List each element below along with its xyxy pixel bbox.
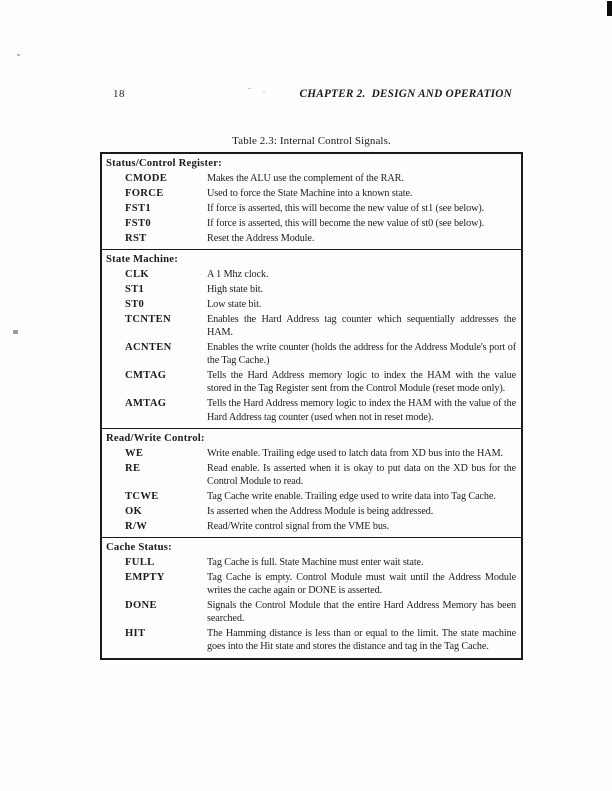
signal-description: Write enable. Trailing edge used to latch data from XD bus into the HAM.: [207, 447, 503, 459]
signal-name: CLK: [125, 268, 149, 280]
signal-description: Is asserted when the Address Module is being addressed.: [207, 505, 434, 517]
signal-description: Makes the ALU use the complement of the RAR.: [207, 172, 404, 184]
signal-name: FULL: [125, 556, 155, 568]
signal-name: ST0: [125, 298, 145, 310]
signal-description: If force is asserted, this will become the new value of st0 (see below).: [207, 217, 485, 229]
table-row: [125, 217, 516, 230]
internal-control-signals-table: [100, 152, 523, 660]
section-rows: [106, 447, 516, 533]
page-number: 18: [113, 88, 125, 100]
table-row: [125, 627, 516, 653]
signal-description: Tells the Hard Address memory logic to index the HAM with the value stored in the Tag Register sent from the Control Module (reset mode only).: [207, 370, 516, 395]
section-rows: [106, 556, 516, 654]
table-section: [102, 154, 521, 249]
table-row: [125, 298, 516, 311]
signal-description: Tag Cache is empty. Control Module must wait until the Address Module writes the cache again or DONE is asserted.: [207, 571, 516, 597]
table-row: [125, 313, 516, 339]
signal-name: FST0: [125, 217, 151, 229]
signal-description: Tag Cache write enable. Trailing edge used to write data into Tag Cache.: [207, 490, 496, 502]
section-rows: [106, 172, 516, 245]
table-row: [125, 490, 516, 503]
chapter-running-header: CHAPTER 2. DESIGN AND OPERATION: [299, 88, 512, 100]
table-row: [125, 447, 516, 460]
signal-description: Low state bit.: [207, 298, 262, 310]
table-row: [125, 505, 516, 518]
signal-name: ACNTEN: [125, 342, 172, 353]
signal-name: OK: [125, 505, 143, 517]
signal-name: CMODE: [125, 172, 168, 184]
page-header: [113, 88, 512, 100]
signal-name: FORCE: [125, 187, 164, 199]
signal-name: TCWE: [125, 490, 159, 502]
table-row: [125, 571, 516, 597]
signal-description: A 1 Mhz clock.: [207, 268, 269, 280]
signal-name: DONE: [125, 600, 157, 612]
signal-name: FST1: [125, 202, 151, 214]
signal-description: Signals the Control Module that the entire Hard Address Memory has been searched.: [207, 600, 516, 625]
table-row: [125, 520, 516, 533]
table-row: [125, 599, 516, 625]
section-title: Status/Control Register:: [106, 157, 222, 169]
table-row: [125, 369, 516, 395]
table-row: [125, 556, 516, 569]
table-caption: Table 2.3: Internal Control Signals.: [232, 135, 391, 147]
signal-name: CMTAG: [125, 370, 167, 382]
scan-speck: [13, 330, 18, 334]
table-row: [125, 268, 516, 281]
section-title: Read/Write Control:: [106, 431, 205, 444]
signal-description: Used to force the State Machine into a known state.: [207, 187, 413, 199]
table-row: [125, 283, 516, 296]
table-row: [125, 202, 516, 215]
section-rows: [106, 268, 516, 424]
table-row: [125, 341, 516, 367]
signal-description: Reset the Address Module.: [207, 232, 315, 244]
signal-name: WE: [125, 447, 144, 459]
scan-speck: [17, 54, 20, 56]
signal-name: HIT: [125, 628, 146, 640]
table-row: [125, 232, 516, 245]
table-row: [125, 462, 516, 488]
signal-name: AMTAG: [125, 398, 167, 410]
signal-description: The Hamming distance is less than or equal to the limit. The state machine goes into the Hit state and stores the distance and tag in the Tag Cache.: [207, 628, 516, 653]
signal-name: RST: [125, 232, 147, 244]
section-title: State Machine:: [106, 253, 178, 265]
signal-description: Tells the Hard Address memory logic to index the HAM with the value of the Hard Address tag counter (used when not in reset mode).: [207, 398, 516, 423]
signal-description: High state bit.: [207, 283, 263, 295]
table-row: [125, 187, 516, 200]
table-section: [102, 249, 521, 428]
signal-description: Read enable. Is asserted when it is okay to put data on the XD bus for the Control Module to read.: [207, 462, 516, 487]
signal-name: EMPTY: [125, 571, 165, 583]
signal-name: RE: [125, 462, 141, 474]
signal-name: TCNTEN: [125, 313, 171, 325]
signal-description: If force is asserted, this will become the new value of st1 (see below).: [207, 202, 485, 214]
scan-artifact-corner-mark: [607, 1, 612, 16]
table-row: [125, 172, 516, 185]
table-section: [102, 428, 521, 537]
table-row: [125, 397, 516, 423]
signal-description: Read/Write control signal from the VME bus.: [207, 520, 390, 532]
section-title: Cache Status:: [106, 541, 172, 554]
signal-description: Enables the Hard Address tag counter which sequentially addresses the HAM.: [207, 313, 516, 338]
signal-description: Tag Cache is full. State Machine must enter wait state.: [207, 556, 424, 568]
signal-name: R/W: [125, 520, 148, 532]
signal-description: Enables the write counter (holds the address for the Address Module's port of the Tag Cache.): [207, 342, 516, 367]
table-section: [102, 537, 521, 658]
signal-name: ST1: [125, 283, 145, 295]
